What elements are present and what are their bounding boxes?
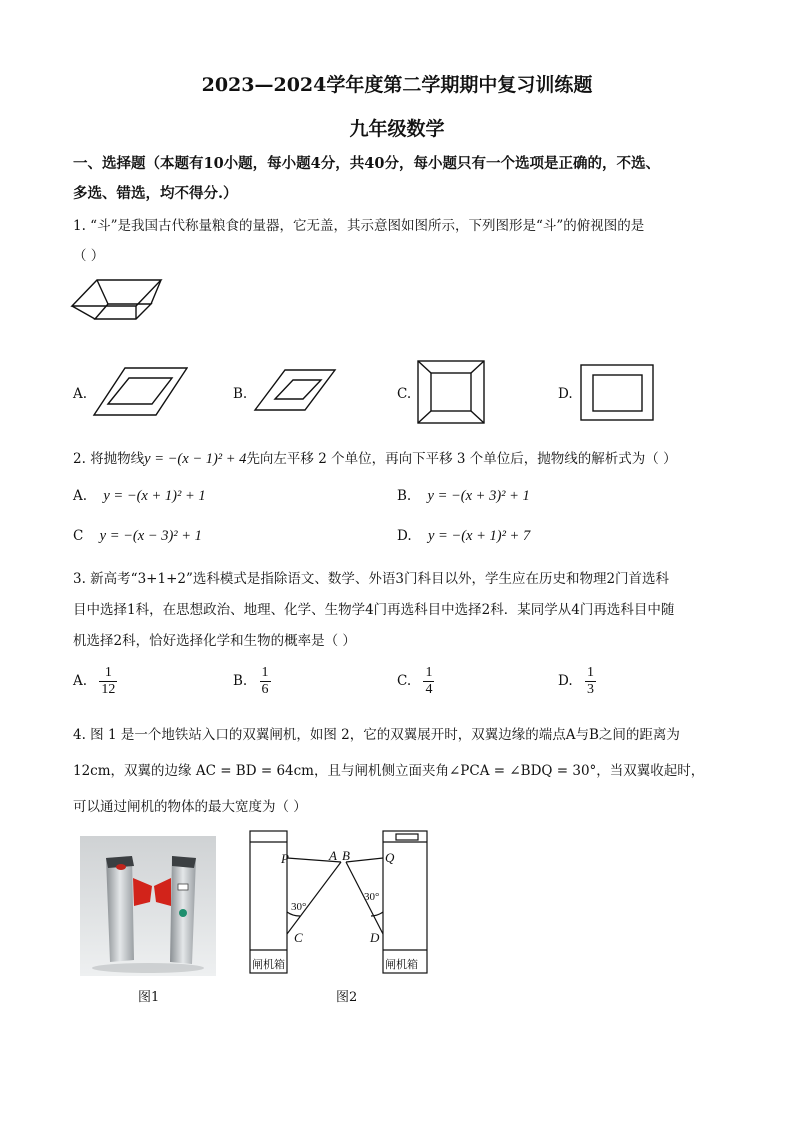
q1-text-line1: 1. “斗”是我国古代称量粮食的量器，它无盖，其示意图如图所示，下列图形是“斗”的俯视图的是 <box>73 218 645 234</box>
q2-option-b-label: B. <box>397 488 412 504</box>
q1-option-b-figure <box>253 368 337 413</box>
q3-option-b-label: B. <box>233 673 248 689</box>
q3-option-a[interactable] <box>73 665 117 698</box>
q4-text-line3: 可以通过闸机的物体的最大宽度为（ ） <box>73 799 307 815</box>
point-b-label: B <box>342 848 350 863</box>
q3-text-line2: 目中选择1科，在思想政治、地理、化学、生物学4门再选科目中选择2科．某同学从4门再选科目中随 <box>73 602 675 618</box>
q3-text-line1: 3. 新高考“3+1+2”选科模式是指除语文、数学、外语3门科目以外，学生应在历史和物理2门首选科 <box>73 571 670 587</box>
q2-option-d-label: D. <box>397 528 412 544</box>
q1-option-c-label[interactable]: C. <box>397 386 412 402</box>
page-subtitle: 九年级数学 <box>349 118 445 140</box>
q3-option-a-num: 1 <box>104 665 112 680</box>
q3-option-c-num: 1 <box>425 665 433 680</box>
q1-option-b-label[interactable]: B. <box>233 386 248 402</box>
q2-text <box>73 447 677 468</box>
right-box-label: 闸机箱 <box>385 959 418 971</box>
q3-option-c-den: 4 <box>425 682 433 697</box>
q1-option-d-figure <box>580 364 656 422</box>
q2-option-b[interactable] <box>397 488 530 505</box>
angle-label-right: 30° <box>364 891 380 903</box>
q4-text-line2: 12cm，双翼的边缘 AC = BD = 64cm，且与闸机侧立面夹角∠PCA = ∠BDQ = 30°，当双翼收起时， <box>73 763 705 779</box>
q1-text-line2: （ ） <box>73 248 105 264</box>
dou-3d-figure <box>70 276 166 342</box>
q1-option-d-label[interactable]: D. <box>558 386 573 402</box>
wing-line-QB <box>346 858 383 862</box>
q3-option-b-fraction <box>260 665 271 698</box>
angle-label-left: 30° <box>291 901 307 913</box>
q3-option-d-label: D. <box>558 673 573 689</box>
q3-option-d-num: 1 <box>586 665 594 680</box>
q4-text-line1: 4. 图 1 是一个地铁站入口的双翼闸机，如图 2，它的双翼展开时，双翼边缘的端点A与B之间的距离为 <box>73 727 680 743</box>
q3-option-d-fraction <box>585 665 596 698</box>
point-q-label: Q <box>385 850 395 865</box>
section-heading-line2: 多选、错选，均不得分.） <box>73 185 238 202</box>
q2-option-b-expr: y = −(x + 3)² + 1 <box>427 488 530 504</box>
q3-option-b-num: 1 <box>261 665 269 680</box>
q2-option-c[interactable] <box>73 528 202 545</box>
q2-prefix: 2. 将抛物线 <box>73 451 145 467</box>
wing-AC <box>287 862 341 934</box>
q3-option-c-label: C. <box>397 673 412 689</box>
section-heading-line1: 一、选择题（本题有10小题，每小题4分，共40分，每小题只有一个选项是正确的，不选、 <box>73 155 660 172</box>
q3-option-b-den: 6 <box>261 682 269 697</box>
q1-option-a-label[interactable]: A. <box>73 386 88 402</box>
q2-option-c-label: C <box>73 528 84 544</box>
q3-option-b[interactable] <box>233 665 271 698</box>
q2-option-a-expr: y = −(x + 1)² + 1 <box>103 488 206 504</box>
point-c-label: C <box>294 930 303 945</box>
q3-option-c-fraction <box>423 665 434 698</box>
q3-option-a-label: A. <box>73 673 88 689</box>
point-p-label: P <box>281 851 289 866</box>
q2-suffix: 先向左平移 2 个单位，再向下平移 3 个单位后，抛物线的解析式为（ ） <box>246 451 677 467</box>
q2-option-d[interactable] <box>397 528 530 545</box>
turnstile-photo <box>80 836 216 976</box>
figure2-caption: 图2 <box>336 990 358 1005</box>
q2-formula: y = −(x − 1)² + 4 <box>144 451 247 467</box>
q2-option-a-label: A. <box>73 488 88 504</box>
q3-option-d-den: 3 <box>586 682 594 697</box>
point-a-label: A <box>329 848 337 863</box>
q1-option-c-figure <box>417 360 487 426</box>
q2-option-c-expr: y = −(x − 3)² + 1 <box>99 528 202 544</box>
left-box-label: 闸机箱 <box>252 959 285 971</box>
turnstile-diagram <box>245 828 435 976</box>
q2-option-a[interactable] <box>73 488 206 505</box>
q2-option-d-expr: y = −(x + 1)² + 7 <box>427 528 531 544</box>
q1-option-a-figure <box>92 366 188 418</box>
q3-option-a-fraction <box>99 665 117 698</box>
point-d-label: D <box>370 930 380 945</box>
q3-text-line3: 机选择2科，恰好选择化学和生物的概率是（ ） <box>73 633 356 649</box>
q3-option-a-den: 12 <box>101 682 116 697</box>
figure1-caption: 图1 <box>138 990 160 1005</box>
page-title: 2023—2024学年度第二学期期中复习训练题 <box>201 74 593 96</box>
q3-option-c[interactable] <box>397 665 434 698</box>
q3-option-d[interactable] <box>558 665 596 698</box>
dou-top-face <box>72 280 161 306</box>
